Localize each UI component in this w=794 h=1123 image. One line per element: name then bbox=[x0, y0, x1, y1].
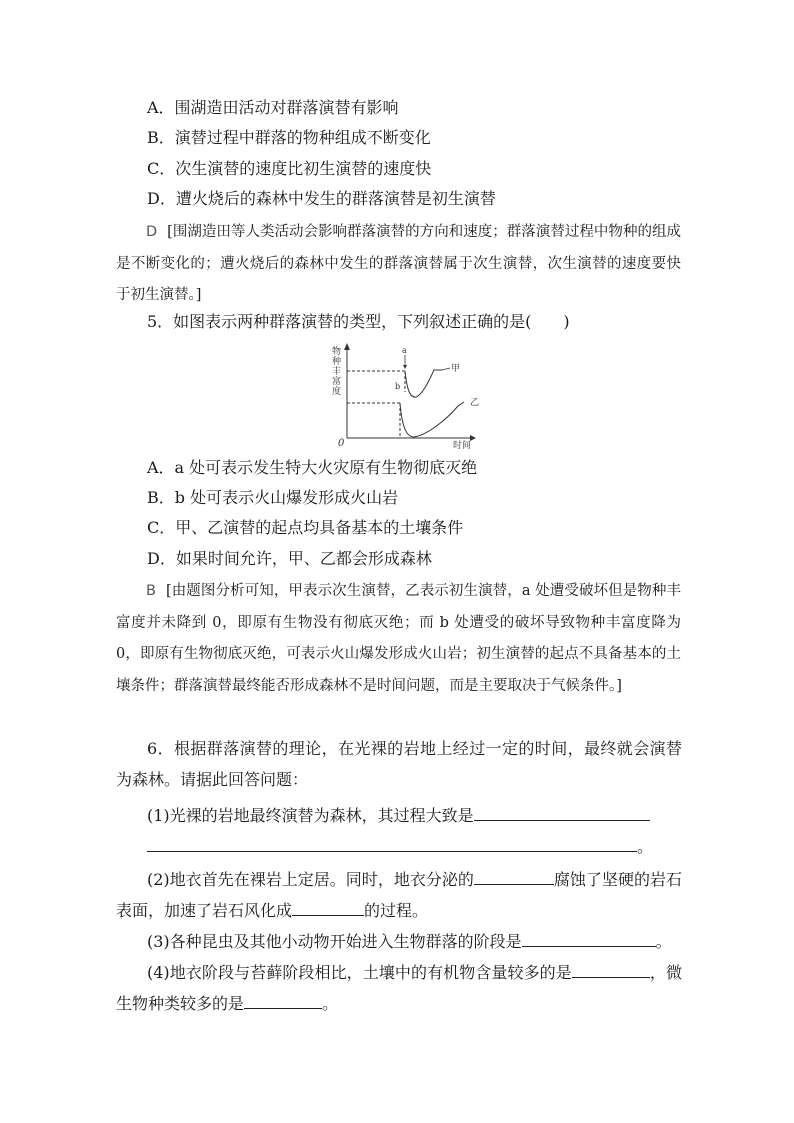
curve-yi-label: 乙 bbox=[470, 398, 480, 408]
q6-blank-1b[interactable] bbox=[147, 835, 637, 852]
y-axis-label-char: 物 bbox=[332, 347, 342, 357]
q6-part-1-line2 bbox=[116, 831, 682, 862]
marker-a-arrowhead bbox=[403, 365, 407, 369]
q6-part-1-text: (1)光裸的岩地最终演替为森林，其过程大致是 bbox=[147, 806, 474, 825]
q4-explanation-text: [围湖造田等人类活动会影响群落演替的方向和速度；群落演替过程中物种的组成是不断变化的；遭火烧后的森林中发生的群落演替属于次生演替，次生演替的速度要快于初生演替。] bbox=[116, 224, 681, 303]
q6-part-2-text-b: 腐蚀了坚硬的岩石表面，加速了岩石风化成 bbox=[116, 870, 682, 920]
q6-blank-2b[interactable] bbox=[292, 899, 364, 916]
succession-figure bbox=[330, 340, 490, 450]
curve-yi bbox=[400, 402, 464, 437]
marker-b-label: b bbox=[395, 382, 401, 391]
q6-part-2-text-a: (2)地衣首先在裸岩上定居。同时，地衣分泌的 bbox=[147, 870, 474, 889]
curve-jia-label: 甲 bbox=[451, 364, 461, 374]
y-axis-label-char: 富 bbox=[332, 377, 342, 387]
q6-blank-4a[interactable] bbox=[572, 961, 650, 978]
q6-blank-1a[interactable] bbox=[474, 804, 650, 821]
q4-option-c: C．次生演替的速度比初生演替的速度快 bbox=[147, 159, 432, 178]
q5-option-b: B．b 处可表示火山爆发形成火山岩 bbox=[147, 488, 399, 507]
q6-part-4-text-a: (4)地衣阶段与苔藓阶段相比，土壤中的有机物含量较多的是 bbox=[147, 963, 572, 982]
figure-origin: 0 bbox=[338, 438, 345, 449]
figure-y-axis-label bbox=[332, 345, 341, 397]
marker-a-label: a bbox=[402, 346, 407, 355]
q5-stem: 5．如图表示两种群落演替的类型，下列叙述正确的是( ) bbox=[147, 312, 570, 331]
q5-answer-letter: B bbox=[146, 583, 156, 599]
q6-part-1 bbox=[116, 800, 682, 831]
y-axis-arrow bbox=[344, 343, 350, 350]
q6-part-3-end: 。 bbox=[655, 932, 672, 951]
q4-answer-letter: D bbox=[146, 224, 158, 240]
q6-part-2 bbox=[116, 864, 682, 926]
q6-part-2-text-c: 的过程。 bbox=[364, 901, 429, 920]
q6-blank-2a[interactable] bbox=[474, 868, 554, 885]
q6-part-1-end: 。 bbox=[637, 837, 654, 856]
curve-jia-leader bbox=[442, 368, 450, 370]
q4-option-a: A．围湖造田活动对群落演替有影响 bbox=[147, 98, 399, 117]
figure-x-axis-label: 时间 bbox=[453, 441, 472, 450]
q5-option-c: C．甲、乙演替的起点均具备基本的土壤条件 bbox=[147, 518, 464, 537]
curve-jia bbox=[405, 370, 442, 397]
q4-option-d: D．遭火烧后的森林中发生的群落演替是初生演替 bbox=[147, 189, 496, 208]
y-axis-label-char: 种 bbox=[332, 357, 342, 367]
q4-explanation bbox=[116, 217, 681, 312]
q5-option-d: D．如果时间允许，甲、乙都会形成森林 bbox=[147, 549, 432, 568]
q6-part-3-text: (3)各种昆虫及其他小动物开始进入生物群落的阶段是 bbox=[147, 932, 522, 951]
q6-part-4-end: 。 bbox=[322, 994, 339, 1013]
q6-blank-3[interactable] bbox=[522, 930, 656, 947]
q5-explanation-text: [由题图分析可知，甲表示次生演替，乙表示初生演替，a 处遭受破坏但是物种丰富度并未降到 0，即原有生物没有彻底灭绝；而 b 处遭受的破坏导致物种丰富度降为 0，即原有生物彻底灭绝，可表示火山爆发形成火山岩；初生演替的起点不具备基本的土壤条件；群落演替最终能否形成森林不是时间问题，而是主要取决于气候条件。] bbox=[116, 583, 681, 694]
q4-option-b: B．演替过程中群落的物种组成不断变化 bbox=[147, 128, 431, 147]
q6-block bbox=[116, 733, 682, 1019]
y-axis-label-char: 度 bbox=[332, 387, 342, 397]
q6-part-3 bbox=[116, 926, 682, 957]
q5-explanation bbox=[116, 576, 681, 702]
q6-part-4 bbox=[116, 957, 682, 1019]
q6-stem: 6．根据群落演替的理论，在光裸的岩地上经过一定的时间，最终就会演替为森林。请据此回答问题： bbox=[116, 739, 682, 789]
y-axis-label-char: 丰 bbox=[332, 367, 342, 377]
q5-option-a: A．a 处可表示发生特大火灾原有生物彻底灭绝 bbox=[147, 458, 478, 477]
q6-part-4-text-b: ，微生物种类较多的是 bbox=[116, 963, 682, 1013]
q6-blank-4b[interactable] bbox=[244, 992, 322, 1009]
